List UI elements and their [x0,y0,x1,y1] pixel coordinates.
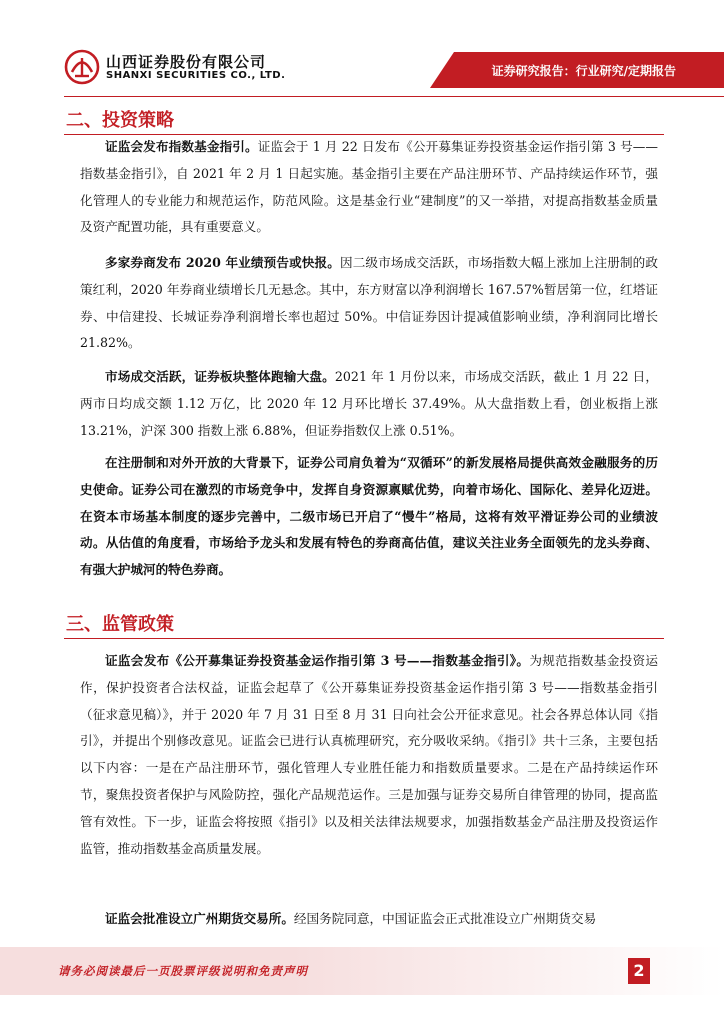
paragraph-lead: 证监会批准设立广州期货交易所。 [105,911,294,926]
paragraph-body: 在注册制和对外开放的大背景下，证券公司肩负着为“双循环”的新发展格局提供高效金融服务的历史使命。证券公司在激烈的市场竞争中，发挥自身资源禀赋优势，向着市场化、国际化、差异化迈进。在资本市场基本制度的逐步完善中，二级市场已开启了“慢牛”格局，这将有效平滑证券公司的业绩波动。从估值的角度看，市场给予龙头和发展有特色的券商高估值，建议关注业务全面领先的龙头券商、有强大护城河的特色券商。 [80,455,658,578]
company-name-en: SHANXI SECURITIES CO., LTD. [106,70,286,81]
section-title-regulatory-policy: 三、监管政策 [66,614,174,635]
section-title-investment-strategy: 二、投资策略 [66,110,174,131]
shanxi-securities-logo-icon [64,49,100,85]
disclaimer-notice: 请务必阅读最后一页股票评级说明和免责声明 [58,964,308,978]
paragraph-body: 经国务院同意，中国证监会正式批准设立广州期货交易 [293,911,597,926]
paragraph-body: 证监会于 1 月 22 日发布《公开募集证券投资基金运作指引第 3 号——指数基金指引》，自 2021 年 2 月 1 日起实施。基金指引主要在产品注册环节、产品持续运作环节，强化管理人的专业能力和规范运作，防范风险。这是基金行业“建制度”的又一举措，对提高指数基金质量及资产配置功能，具有重要意义。 [80,139,658,235]
paragraph-body: 2021 年 1 月份以来，市场成交活跃，截止 1 月 22 日，两市日均成交额 1.12 万亿，比 2020 年 12 月环比增长 37.49%。从大盘指数上看，创业板指上涨 13.21%，沪深 300 指数上涨 6.88%，但证券指数仅上涨 0.51%。 [80,369,659,438]
section-divider [64,638,664,639]
header-divider [64,96,724,97]
report-type-label: 证券研究报告：行业研究/定期报告 [491,64,676,78]
paragraph [80,250,658,357]
paragraph [80,906,658,933]
paragraph-lead: 市场成交活跃，证券板块整体跑输大盘。 [105,369,335,384]
paragraph-lead: 证监会发布指数基金指引。 [105,139,258,154]
page-header [0,0,724,96]
paragraph-body: 因二级市场成交活跃，市场指数大幅上涨加上注册制的政策红利，2020 年券商业绩增长几无悬念。其中，东方财富以净利润增长 167.57%暂居第一位，红塔证券、中信建投、长城证券净利润增长率也超过 50%。中信证券因计提减值影响业绩，净利润同比增长 21.82%。 [80,255,659,351]
paragraph [80,364,658,444]
company-name-cn: 山西证券股份有限公司 [106,53,267,71]
paragraph-lead: 多家券商发布 2020 年业绩预告或快报。 [105,255,340,270]
paragraph-lead: 证监会发布《公开募集证券投资基金运作指引第 3 号——指数基金指引》。 [105,653,530,668]
paragraph [80,134,658,241]
page-number: 2 [628,958,650,984]
paragraph [80,648,658,862]
paragraph-conclusion [80,450,658,584]
paragraph-body: 为规范指数基金投资运作，保护投资者合法权益，证监会起草了《公开募集证券投资基金运作指引第 3 号——指数基金指引（征求意见稿）》，并于 2020 年 7 月 31 日至 8 月 31 日向社会公开征求意见。社会各界总体认同《指引》，并提出个别修改意见。证监会已进行认真梳理研究，充分吸收采纳。《指引》共十三条，主要包括以下内容：一是在产品注册环节，强化管理人专业胜任能力和指数质量要求。二是在产品持续运作环节，聚焦投资者保护与风险防控，强化产品规范运作。三是加强与证券交易所自律管理的协同，提高监管有效性。下一步，证监会将按照《指引》以及相关法律法规要求，加强指数基金产品注册及投资运作监管，推动指数基金高质量发展。 [80,653,658,856]
